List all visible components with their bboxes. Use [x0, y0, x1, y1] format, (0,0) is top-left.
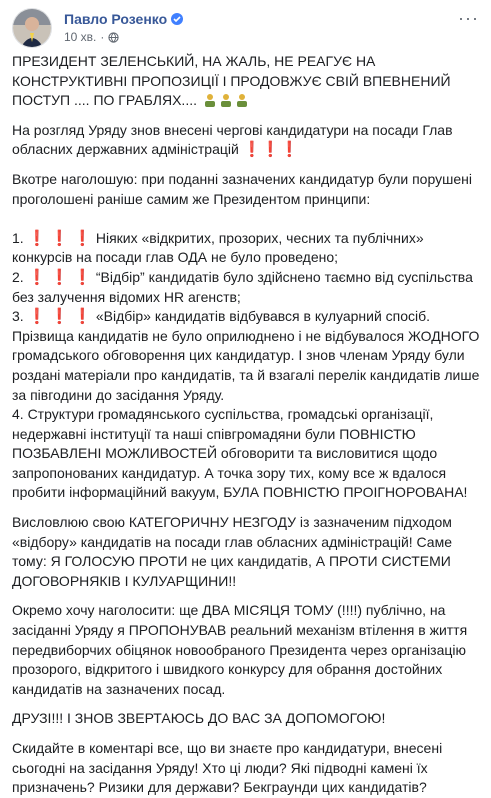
author-name[interactable]: Павло Розенко [64, 11, 168, 27]
exclamation-icon: ❗ ❗ ❗ [27, 268, 92, 286]
author-name-row [64, 11, 183, 27]
author-avatar[interactable] [12, 8, 52, 48]
exclamation-icon: ❗ ❗ ❗ [27, 308, 92, 326]
exclamation-icon: ❗❗❗ [242, 141, 299, 159]
person-emoji-icon [203, 93, 217, 107]
paragraph-intro: На розгляд Уряду знов внесені чергові кандидатури на посади Глав обласних державних адміністрацій ❗❗❗ [12, 121, 453, 159]
person-emoji-icon [235, 93, 249, 107]
exclamation-icon: ❗ ❗ ❗ [27, 229, 92, 247]
paragraph-title: ПРЕЗИДЕНТ ЗЕЛЕНСЬКИЙ, НА ЖАЛЬ, НЕ РЕАГУЄ НА КОНСТРУКТИВНІ ПРОПОЗИЦІЇ І ПРОДОВЖУЄ СВІЙ ВПЕВНЕНИЙ ПОСТУП .... ПО ГРАБЛЯХ.... [12, 53, 451, 109]
post-body [12, 52, 481, 798]
paragraph-friends: ДРУЗІ!!! І ЗНОВ ЗВЕРТАЮСЬ ДО ВАС ЗА ДОПОМОГОЮ! [12, 710, 386, 727]
meta-dot: · [100, 30, 105, 44]
post-header [12, 0, 481, 52]
paragraph-disagree: Висловлюю свою КАТЕГОРИЧНУ НЕЗГОДУ із зазначеним підходом «відбору» кандидатів на посади глав обласних адміністрацій! Саме тому: Я ГОЛОСУЮ ПРОТИ не цих кандидатів, А ПРОТИ СИСТЕМИ ДОГОВОРНЯКІВ І КУЛУАРЩИНИ!! [12, 514, 453, 589]
globe-icon[interactable] [108, 32, 119, 43]
avatar-image [13, 9, 51, 47]
paragraph-points: Вкотре наголошую: при поданні зазначених кандидатур були порушені проголошені раніше самим же Президентом принципи: 1. ❗ ❗ ❗ Ніяких «відкритих, прозорих, чесних та публічних» конкурсів на посади глав ОДА не було проведено; 2. ❗ ❗ ❗ “Відбір” кандидатів було здійснено таємно від суспільства без залучення відомих HR агенств; 3. ❗ ❗ ❗ «Відбір» кандидатів відбувався в кулуарний спосіб. Прізвища кандидатів не було оприлюднено і не відбувалося ЖОДНОГО громадського обговорення цих кандидатур. І знов членам Уряду були роздані матеріали про кандидатів, та й взагалі перелік кандидатів лише за півгодини до засідання Уряду. 4. Структури громадянського суспільства, громадські організації, недержавні інституції та наші співгромадяни були ПОВНІСТЮ ПОЗБАВЛЕНІ МОЖЛИВОСТЕЙ обговорити та висловитися щодо запропонованих кандидатур. А точка зору тих, кому все ж вдалося пробити інформаційний вакуум, БУЛА ПОВНІСТЮ ПРОІГНОРОВАНА! [12, 170, 480, 501]
post-timestamp[interactable]: 10 хв. [64, 30, 97, 44]
person-emoji-icon [219, 93, 233, 107]
more-options-icon[interactable]: ··· [458, 8, 479, 28]
post-meta [64, 30, 119, 44]
verified-badge-icon [171, 13, 183, 25]
paragraph-remind: Окремо хочу наголосити: ще ДВА МІСЯЦЯ ТОМУ (!!!!) публічно, на засіданні Уряду я ПРОПОНУВАВ реальний механізм втілення в життя передвиборчих обіцянок новообраного Президента через організацію прозорого, відкритого і швидкого конкурсу для обрання достойних кандидатів на зазначених посад. [12, 602, 468, 697]
paragraph-ask: Скидайте в коментарі все, що ви знаєте про кандидатури, внесені сьогодні на засідання Уряду! Хто ці люди? Які підводні камені їх призначень? Ризики для держави? Бекграунди цих кандидатів? [12, 740, 443, 796]
